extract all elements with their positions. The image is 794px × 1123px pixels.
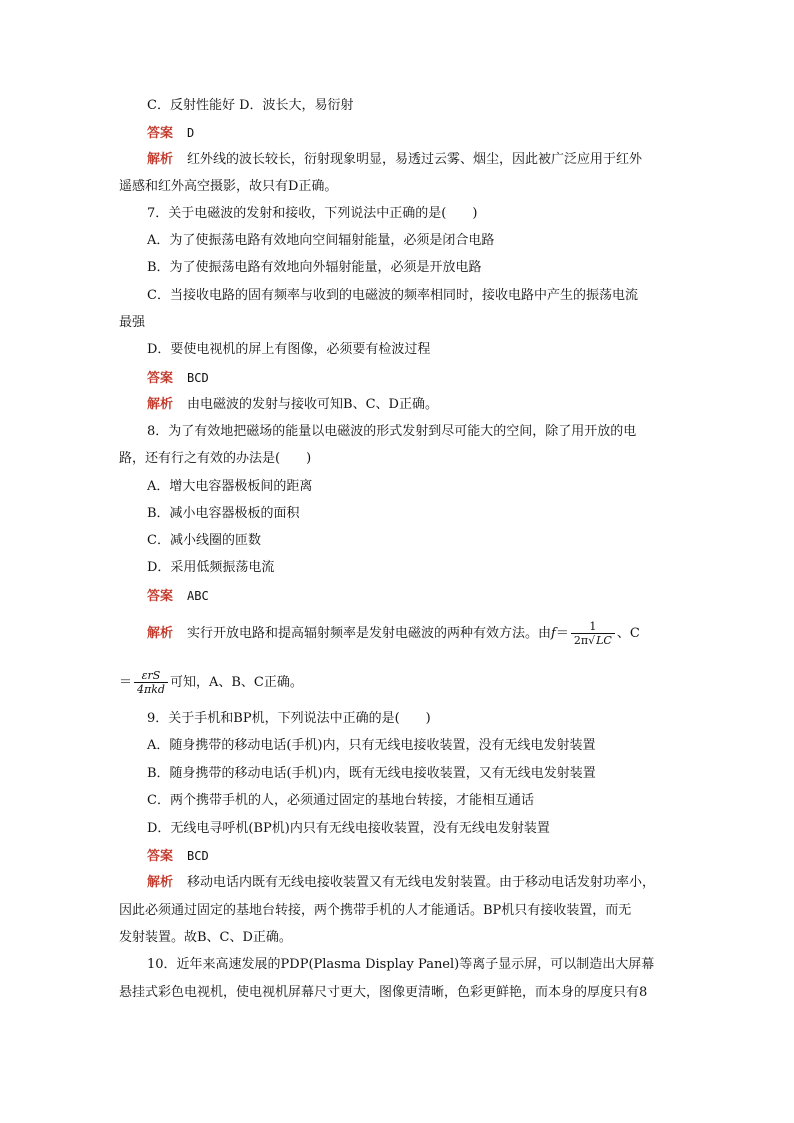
fraction-numerator: εrS	[134, 669, 168, 683]
q7-answer	[147, 369, 209, 388]
q9-option-b: B．随身携带的移动电话(手机)内，既有无线电接收装置，又有无线电发射装置	[147, 766, 596, 781]
fraction-numerator: 1	[571, 620, 615, 634]
q8-option-b: B．减小电容器极板的面积	[147, 506, 300, 521]
analysis-text: 红外线的波长较长，衍射现象明显，易透过云雾、烟尘，因此被广泛应用于红外	[187, 152, 643, 167]
q10-stem-cont: 悬挂式彩色电视机，使电视机屏幕尺寸更大，图像更清晰，色彩更鲜艳，而本身的厚度只有8	[119, 985, 648, 1000]
formula-eq: ＝	[555, 626, 569, 641]
q10-stem: 10．近年来高速发展的PDP(Plasma Display Panel)等离子显示屏，可以制造出大屏幕	[147, 957, 655, 972]
analysis-label: 解析	[147, 397, 174, 412]
formula-frequency	[571, 620, 615, 647]
q9-analysis-cont: 发射装置。故B、C、D正确。	[119, 930, 292, 945]
q7-option-d: D．要使电视机的屏上有图像，必须要有检波过程	[147, 342, 431, 357]
answer-value: ABC	[187, 589, 209, 603]
analysis-label: 解析	[147, 626, 174, 641]
q9-option-c: C．两个携带手机的人，必须通过固定的基地台转接，才能相互通话	[147, 793, 534, 808]
answer-label: 答案	[147, 849, 174, 864]
q8-option-d: D．采用低频振荡电流	[147, 560, 275, 575]
analysis-label: 解析	[147, 152, 174, 167]
analysis-text: 可知，A、B、C正确。	[169, 675, 303, 690]
q7-option-c-cont: 最强	[119, 315, 146, 330]
answer-label: 答案	[147, 126, 174, 141]
analysis-label: 解析	[147, 875, 174, 890]
analysis-text: 实行开放电路和提高辐射频率是发射电磁波的两种有效方法。由	[187, 626, 552, 641]
q7-option-b: B．为了使振荡电路有效地向外辐射能量，必须是开放电路	[147, 260, 482, 275]
denominator-prefix: 2π	[573, 634, 589, 647]
q7-option-a: A．为了使振荡电路有效地向空间辐射能量，必须是闭合电路	[147, 233, 495, 248]
q9-answer	[147, 847, 209, 866]
formula-f-var: f	[551, 626, 556, 641]
q9-analysis-cont: 因此必须通过固定的基地台转接，两个携带手机的人才能通话。BP机只有接收装置，而无	[119, 903, 632, 918]
sqrt-sign: √	[588, 634, 596, 647]
q9-analysis	[147, 874, 655, 892]
q7-analysis	[147, 396, 438, 414]
q6-option-cd: C．反射性能好 D．波长大，易衍射	[147, 98, 354, 113]
q6-analysis-cont: 遥感和红外高空摄影，故只有D正确。	[119, 179, 338, 194]
q9-stem: 9．关于手机和BP机，下列说法中正确的是( )	[147, 711, 431, 726]
q7-option-c: C．当接收电路的固有频率与收到的电磁波的频率相同时，接收电路中产生的振荡电流	[147, 288, 638, 303]
sqrt-radicand: LC	[596, 634, 612, 647]
answer-value: BCD	[187, 849, 209, 863]
formula-eq: ＝	[119, 675, 133, 690]
analysis-text: 由电磁波的发射与接收可知B、C、D正确。	[187, 397, 438, 412]
q8-stem: 8．为了有效地把磁场的能量以电磁波的形式发射到尽可能大的空间，除了用开放的电	[147, 424, 637, 439]
q8-option-c: C．减小线圈的匝数	[147, 533, 261, 548]
formula-separator: 、C	[616, 626, 640, 641]
answer-label: 答案	[147, 371, 174, 386]
q8-option-a: A．增大电容器极板间的距离	[147, 479, 313, 494]
formula-capacitance	[134, 669, 168, 696]
q8-stem-cont: 路，还有行之有效的办法是( )	[119, 451, 312, 466]
q8-analysis	[147, 616, 640, 652]
fraction-denominator	[571, 634, 615, 647]
q6-answer	[147, 124, 194, 143]
q8-answer	[147, 587, 209, 606]
answer-value: D	[187, 126, 195, 140]
q8-analysis-cont	[119, 664, 303, 702]
answer-label: 答案	[147, 589, 174, 604]
q6-analysis	[147, 151, 642, 169]
fraction-denominator: 4πkd	[137, 683, 165, 696]
answer-value: BCD	[187, 371, 209, 385]
q9-option-a: A．随身携带的移动电话(手机)内，只有无线电接收装置，没有无线电发射装置	[147, 738, 596, 753]
q7-stem: 7．关于电磁波的发射和接收，下列说法中正确的是( )	[147, 206, 478, 221]
analysis-text: 移动电话内既有无线电接收装置又有无线电发射装置。由于移动电话发射功率小，	[187, 875, 656, 890]
q9-option-d: D．无线电寻呼机(BP机)内只有无线电接收装置，没有无线电发射装置	[147, 821, 550, 836]
